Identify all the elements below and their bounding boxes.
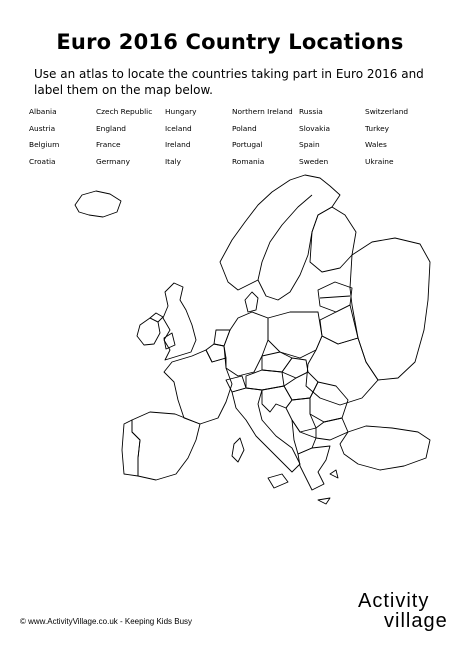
country-name: Russia [299, 107, 323, 116]
sardinia-outline [232, 438, 244, 462]
country-name: Hungary [165, 107, 197, 116]
country-name: Belgium [29, 140, 60, 149]
romania-outline [310, 382, 348, 422]
finland-outline [310, 207, 356, 272]
portugal-outline [122, 420, 140, 476]
country-name: Ireland [165, 140, 191, 149]
spain-outline [132, 412, 200, 480]
country-name: Wales [365, 140, 387, 149]
country-column-4 [232, 104, 293, 170]
norway-sweden-outline [220, 175, 340, 300]
country-name: Croatia [29, 156, 56, 166]
country-name: Slovakia [299, 123, 331, 133]
slovakia-outline [282, 358, 308, 378]
activity-village-logo [358, 590, 448, 638]
germany-outline [224, 312, 268, 376]
greece-outline [298, 446, 330, 490]
denmark-outline [245, 292, 258, 312]
country-name: Northern Ireland [232, 107, 293, 116]
italy-outline [232, 388, 300, 472]
albania-macedonia-outline [292, 420, 316, 454]
norway-sweden-border [258, 195, 312, 280]
sicily-outline [268, 474, 288, 488]
country-name: Turkey [365, 123, 390, 133]
czech-republic-outline [262, 352, 292, 372]
country-column-2 [96, 104, 152, 170]
poland-outline [268, 312, 322, 358]
country-name: Italy [165, 156, 182, 166]
country-column-3 [165, 104, 197, 170]
france-outline [164, 350, 232, 424]
country-name: Sweden [299, 156, 329, 166]
country-name: Iceland [165, 123, 192, 133]
ukraine-outline [306, 336, 378, 405]
iceland-outline [75, 191, 121, 217]
netherlands-outline [214, 330, 230, 346]
ireland-outline [137, 318, 160, 345]
country-column-6 [365, 104, 408, 170]
country-name: Germany [96, 156, 130, 166]
country-name: Czech Republic [96, 107, 153, 116]
country-name: Switzerland [365, 107, 409, 116]
wales-outline [164, 333, 175, 349]
croatia-slovenia-outline [262, 386, 292, 412]
russia-outline [350, 238, 430, 380]
country-name: England [96, 123, 127, 133]
country-name: Poland [232, 123, 257, 133]
instructions-text: Use an atlas to locate the countries taking part in Euro 2016 and label them on the map below. [34, 67, 424, 97]
logo-line-1: Activity [358, 590, 430, 612]
page-title: Euro 2016 Country Locations [56, 30, 404, 54]
country-name: Romania [232, 156, 265, 166]
country-name: France [96, 140, 121, 149]
turkey-outline [340, 426, 430, 470]
country-name: Ukraine [365, 156, 394, 166]
copyright-footer: © www.ActivityVillage.co.uk - Keeping Kids Busy [20, 617, 193, 626]
europe-outline-map [20, 172, 440, 612]
northern-ireland-outline [150, 313, 163, 322]
country-name: Portugal [232, 140, 263, 149]
country-name: Spain [299, 140, 320, 149]
logo-line-2: village [384, 610, 448, 632]
country-name: Austria [29, 123, 56, 133]
country-column-5 [299, 104, 330, 170]
bulgaria-outline [316, 418, 348, 440]
switzerland-outline [226, 376, 246, 392]
country-name: Albania [29, 107, 57, 116]
country-column-1 [29, 104, 59, 170]
